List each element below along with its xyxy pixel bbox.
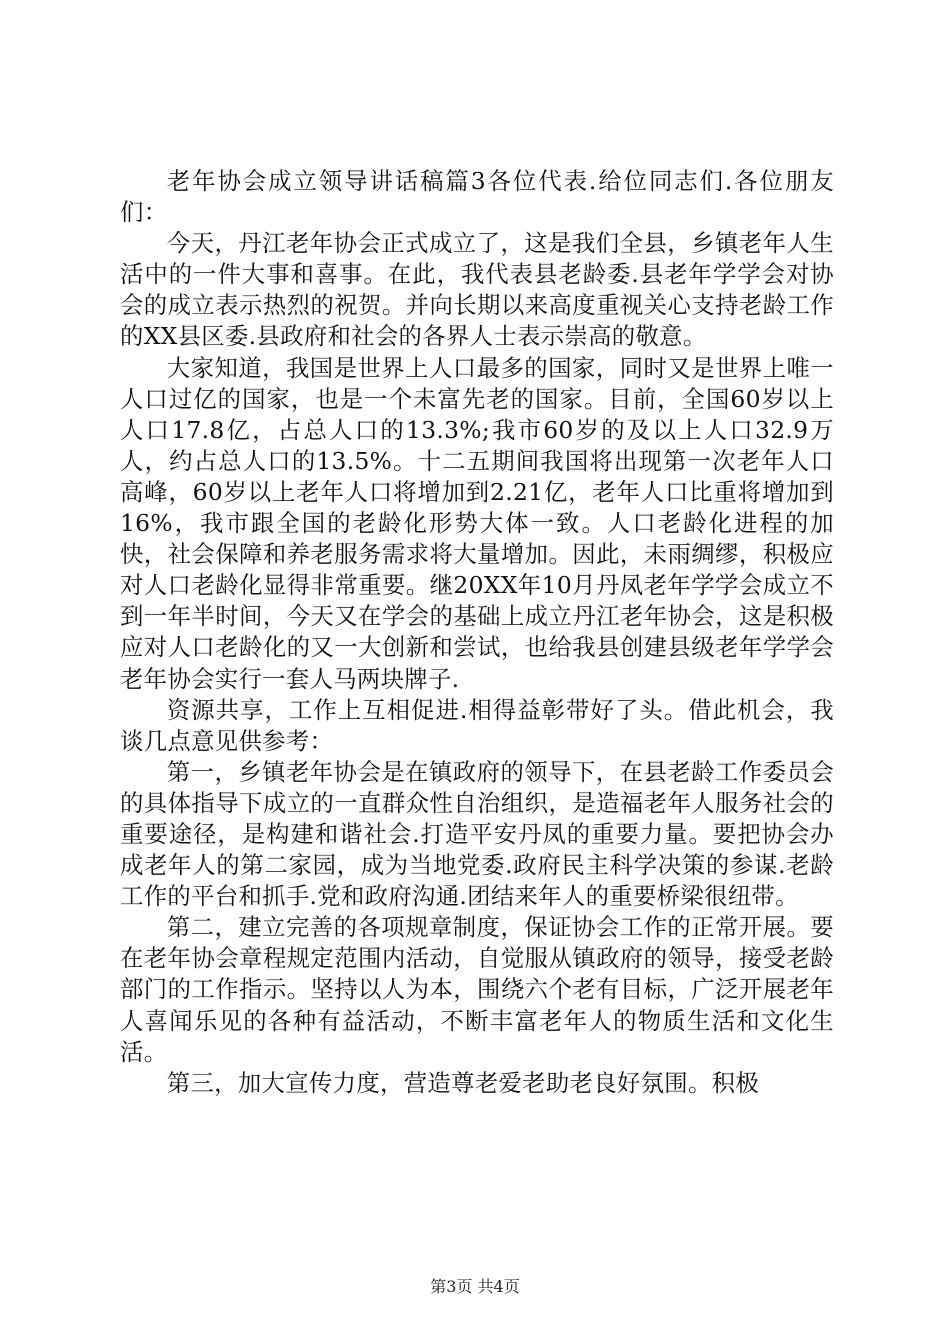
paragraph-congratulations: 今天，丹江老年协会正式成立了，这是我们全县，乡镇老年人生活中的一件大事和喜事。在此，我代表县老龄委.县老年学学会对协会的成立表示热烈的祝贺。并向长期以来高度重视关心支持老龄工作的XX县区委.县政府和社会的各界人士表示崇高的敬意。 [120, 229, 834, 351]
paragraph-intro: 老年协会成立领导讲话稿篇3各位代表.给位同志们.各位朋友们： [120, 167, 834, 227]
document-body [120, 166, 834, 1099]
paragraph-point-three: 第三，加大宣传力度，营造尊老爱老助老良好氛围。积极 [166, 1068, 760, 1097]
page-number-footer: 第3页 共4页 [430, 1277, 520, 1296]
paragraph-point-one: 第一，乡镇老年协会是在镇政府的领导下，在县老龄工作委员会的具体指导下成立的一直群众性自治组织，是造福老年人服务社会的重要途径，是构建和谐社会.打造平安丹凤的重要力量。要把协会办成老年人的第二家园，成为当地党委.政府民主科学决策的参谋.老龄工作的平台和抓手.党和政府沟通.团结来年人的重要桥梁很纽带。 [120, 757, 834, 911]
paragraph-point-two: 第二，建立完善的各项规章制度，保证协会工作的正常开展。要在老年协会章程规定范围内活动，自觉服从镇政府的领导，接受老龄部门的工作指示。坚持以人为本，围绕六个老有目标，广泛开展老年人喜闻乐见的各种有益活动，不断丰富老年人的物质生活和文化生活。 [120, 913, 834, 1066]
paragraph-resource-sharing: 资源共享，工作上互相促进.相得益彰带好了头。借此机会，我谈几点意见供参考： [120, 695, 834, 755]
paragraph-aging-situation: 大家知道，我国是世界上人口最多的国家，同时又是世界上唯一人口过亿的国家，也是一个未富先老的国家。目前，全国60岁以上人口17.8亿，占总人口的13.3%;我市60岁的及以上人口32.9万人，约占总人口的13.5%。十二五期间我国将出现第一次老年人口高峰，60岁以上老年人口将增加到2.21亿，老年人口比重将增加到16%，我市跟全国的老龄化形势大体一致。人口老龄化进程的加快，社会保障和养老服务需求将大量增加。因此，未雨绸缪，积极应对人口老龄化显得非常重要。继20XX年10月丹凤老年学学会成立不到一年半时间，今天又在学会的基础上成立丹江老年协会，这是积极应对人口老龄化的又一大创新和尝试，也给我县创建县级老年学学会老年协会实行一套人马两块牌子. [120, 353, 834, 693]
